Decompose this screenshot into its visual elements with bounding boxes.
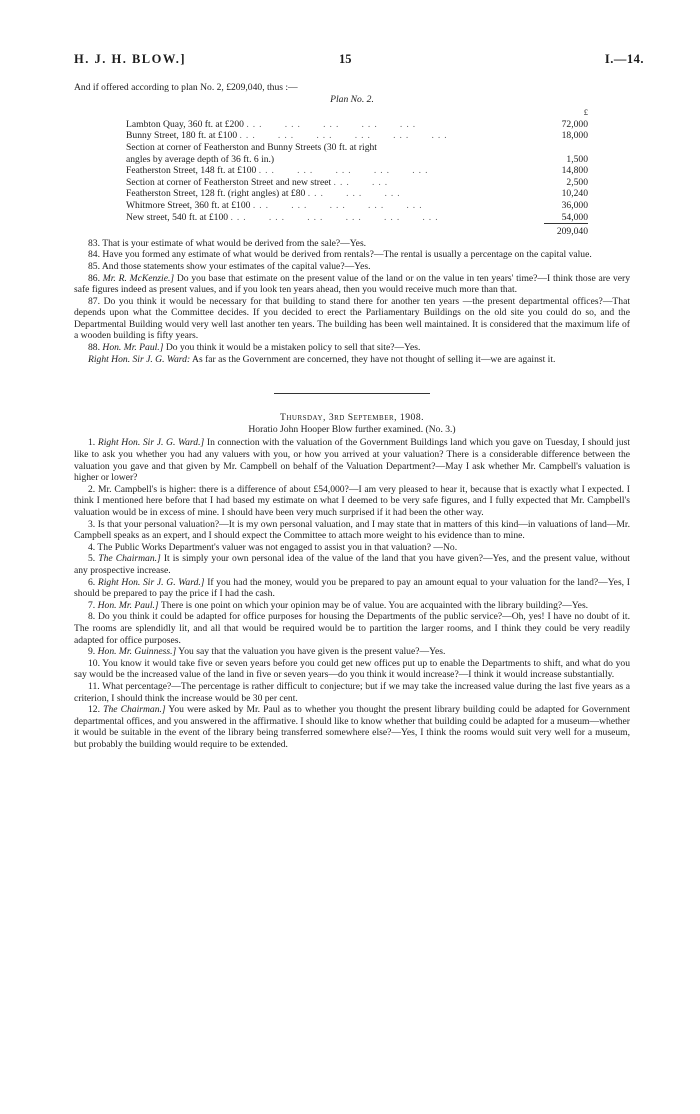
plan-row <box>126 177 588 189</box>
speaker-name: Right Hon. Sir J. G. Ward.] <box>97 576 205 588</box>
plan-row <box>126 119 588 131</box>
question-84: 84. Have you formed any estimate of what would be derived from rentals?—The rental is usually a percentage on the capital value. <box>88 249 592 261</box>
plan-total-row <box>126 224 588 238</box>
question-6 <box>74 577 630 600</box>
plan-row-label: Featherston Street, 148 ft. at £100 <box>126 165 257 177</box>
question-text: You were asked by Mr. Paul as to whether you thought the present library building could be adapted for Government departmental offices, and you answered in the affirmative. I should like to know whether that building could be adapted for a museum—whether it would be suitable in the event of the library being transferred somewhere else?—Yes, I think the rooms would suit very well for a museum, but probably the building would require to be extended. <box>74 704 630 750</box>
question-2: 2. Mr. Campbell's is higher: there is a difference of about £54,000?—I am very pleased to hear it, because that is exactly what I expected. I think I mentioned here before that I had based my estimate on what I deemed to be very safe figures, and I fully expected that Mr. Campbell's valuation would be in excess of mine. I should have been very much surprised if it had been the other way. <box>74 483 630 518</box>
plan-row <box>126 142 588 154</box>
leader-dots: ... ... <box>333 176 392 188</box>
page-body <box>74 82 630 750</box>
speaker-name: Right Hon. Sir J. G. Ward: <box>88 353 191 365</box>
plan-row <box>126 212 588 224</box>
speaker-name: The Chairman.] <box>98 553 161 565</box>
question-text: Do you think it would be a mistaken policy to sell that site?—Yes. <box>165 342 421 354</box>
plan-intro: And if offered according to plan No. 2, £209,040, thus :— <box>74 82 298 93</box>
leader-dots: ... ... ... ... ... ... <box>230 212 442 224</box>
question-5 <box>74 553 630 576</box>
question-9 <box>74 646 630 658</box>
question-7 <box>74 600 630 612</box>
question-number: 1. <box>88 437 96 449</box>
question-number: 5. <box>88 553 96 565</box>
plan-row-amount: 10,240 <box>561 188 588 200</box>
question-3: 3. Is that your personal valuation?—It is my own personal valuation, and I may state that in matters of this kind—in valuations of land—Mr. Campbell speaks as an expert, and I should expect the Committee to attach more weight to his evidence than to mine. <box>74 518 630 542</box>
plan-row-label: Section at corner of Featherston Street and new street <box>126 176 332 188</box>
plan-row <box>126 165 588 177</box>
session-date: Thursday, 3rd September, 1908. <box>279 412 425 424</box>
speaker-name: Hon. Mr. Paul.] <box>102 342 164 354</box>
leader-dots: ... ... ... <box>307 188 404 200</box>
question-86 <box>74 273 630 296</box>
question-8: 8. Do you think it could be adapted for office purposes for housing the Departments of the public service?—Oh, yes! I have no doubt of it. The rooms are splendidly lit, and all that would be required would be to partition the larger rooms, and I think they could be very readily adapted for office purposes. <box>74 611 630 646</box>
section-divider <box>274 393 430 394</box>
leader-dots: ... ... ... ... ... <box>258 165 432 177</box>
question-text: Do you base that estimate on the present value of the land or on the value in ten years' time?—I think those are very safe figures indeed as present values, and if you look ten years ahead, then you would receive much more than that. <box>74 272 630 296</box>
plan-currency: £ <box>583 107 588 118</box>
question-4: 4. The Public Works Department's valuer was not engaged to assist you in that valuation? —No. <box>88 541 458 553</box>
question-number: 88. <box>88 342 100 354</box>
question-text: If you had the money, would you be prepared to pay an amount equal to your valuation for the land?—Yes, I should be prepared to pay the price if I had the cash. <box>74 576 630 600</box>
question-83: 83. That is your estimate of what would be derived from the sale?—Yes. <box>88 237 367 249</box>
question-text: In connection with the valuation of the Government Buildings land which you gave on Tuesday, I should just like to ask you whether you had any valuers with you, or how you arrived at your valuation? There is a considerable difference between the valuation you gave and that given by Mr. Campbell on behalf of the Valuation Department?—May I ask whether Mr. Campbell's valuation is higher or lower? <box>74 437 630 484</box>
question-11: 11. What percentage?—The percentage is rather difficult to conjecture; but if we may take the increased value during the last five years as a criterion, I should think the increase would be 30 per cent. <box>74 680 630 704</box>
plan-row-label: Bunny Street, 180 ft. at £100 <box>126 130 238 142</box>
plan-row-label: New street, 540 ft. at £100 <box>126 212 229 224</box>
paper-reference: I.—14. <box>604 52 644 66</box>
question-number: 9. <box>88 646 96 658</box>
plan-row-amount: 72,000 <box>561 118 588 130</box>
question-number: 12. <box>88 704 100 716</box>
question-text: You say that the valuation you have given is the present value?—Yes. <box>178 646 446 658</box>
plan-row-label: Section at corner of Featherston and Bunny Streets (30 ft. at right <box>126 141 377 153</box>
plan-row-amount <box>544 142 588 154</box>
plan-row <box>126 154 588 166</box>
leader-dots: ... ... ... ... ... ... <box>239 130 451 142</box>
plan-row-amount: 1,500 <box>566 153 588 165</box>
plan-row-amount: 14,800 <box>561 165 588 177</box>
plan-row <box>126 130 588 142</box>
question-number: 7. <box>88 599 96 611</box>
question-10: 10. You know it would take five or seven years before you could get new offices put up to enable the Departments to shift, and what do you say would be the increased value of the land in five or seven years—do you think it would increase?—I think it would increase substantially. <box>74 657 630 681</box>
question-number: 6. <box>88 576 96 588</box>
page-number: 15 <box>339 52 352 66</box>
plan-row-amount: 2,500 <box>566 176 588 188</box>
plan-row-label: Whitmore Street, 360 ft. at £100 <box>126 199 251 211</box>
plan-row-amount: 36,000 <box>561 199 588 211</box>
question-88 <box>74 342 630 354</box>
leader-dots: ... ... ... ... ... <box>252 199 426 211</box>
plan-row-label: angles by average depth of 36 ft. 6 in.) <box>126 153 275 165</box>
plan-row-label: Featherston Street, 128 ft. (right angles) at £80 <box>126 188 306 200</box>
page-header <box>74 52 644 70</box>
plan-row-amount: 18,000 <box>561 130 588 142</box>
question-85: 85. And those statements show your estimates of the capital value?—Yes. <box>88 260 371 272</box>
plan-row-label: Lambton Quay, 360 ft. at £200 <box>126 118 244 130</box>
plan-title: Plan No. 2. <box>330 93 374 105</box>
question-text: It is simply your own personal idea of the value of the land that you have given?—Yes, and the present value, without any prospective increase. <box>74 553 630 576</box>
plan-currency-row <box>126 107 588 119</box>
question-12 <box>74 704 630 750</box>
speaker-name: Right Hon. Sir J. G. Ward.] <box>97 437 205 449</box>
statement-ward <box>74 354 630 366</box>
plan-row-amount: 54,000 <box>561 211 588 223</box>
speaker-name: Mr. R. McKenzie.] <box>102 272 175 284</box>
plan-total: 209,040 <box>544 224 588 238</box>
question-1 <box>74 437 630 483</box>
witness-heading: Horatio John Hooper Blow further examined. (No. 3.) <box>248 423 456 435</box>
plan-row <box>126 188 588 200</box>
speaker-name: Hon. Mr. Guinness.] <box>97 646 177 658</box>
plan-row <box>126 200 588 212</box>
speaker-name: Hon. Mr. Paul.] <box>97 599 159 611</box>
speaker-name: The Chairman.] <box>103 704 166 716</box>
header-witness-name: H. J. H. BLOW.] <box>74 52 186 66</box>
question-text: There is one point on which your opinion may be of value. You are acquainted with the library building?—Yes. <box>160 599 589 611</box>
question-number: 86. <box>88 272 100 284</box>
question-87: 87. Do you think it would be necessary for that building to stand there for another ten years —the present departmental offices?—That depends upon what the Committee decides. If you decided to erect the Parliamentary Buildings on the old site you could do so, and the Departmental Building would very well last another ten years. The building has been well maintained. It is considered that the maximum life of a wooden building is fifty years. <box>74 295 630 342</box>
leader-dots: ... ... ... ... ... <box>246 118 420 130</box>
statement-text: As far as the Government are concerned, they have not thought of selling it—we are against it. <box>192 353 556 365</box>
plan-table <box>126 107 588 238</box>
